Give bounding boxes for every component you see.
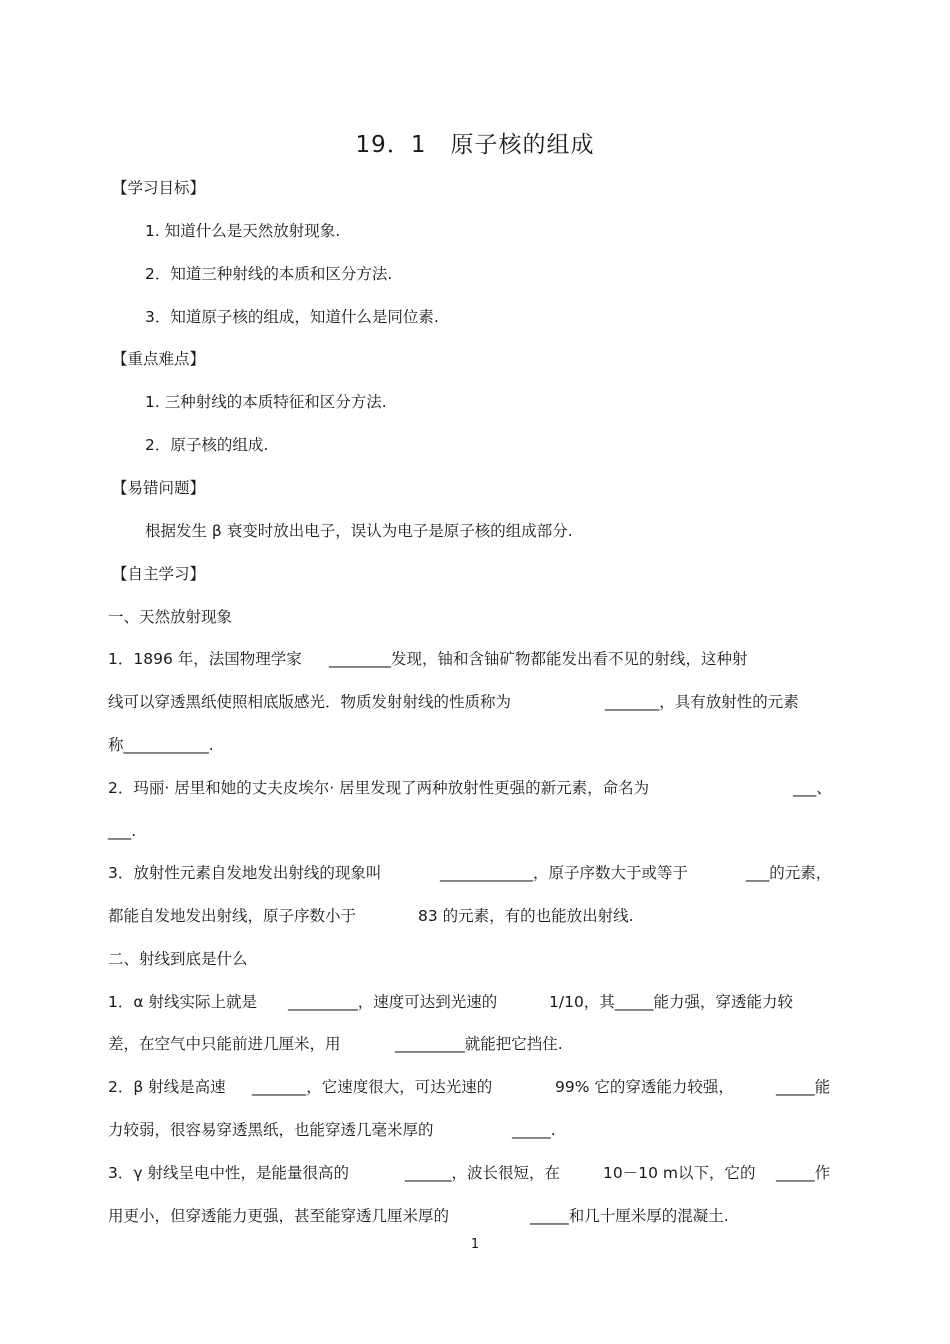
key-point-item: 1. 三种射线的本质特征和区分方法. [145,393,387,411]
alpha-text: 差，在空气中只能前进几厘米，用 [108,1035,341,1053]
alpha-text: _________就能把它挡住. [395,1035,563,1053]
beta-text: _______，它速度很大，可达光速的 [252,1078,493,1096]
alpha-text: 1/10，其_____能力强，穿透能力较 [549,993,794,1011]
q3-text: 3．放射性元素自发地发出射线的现象叫 [108,864,382,882]
section-heading-key: 【重点难点】 [112,350,206,368]
beta-text: _____能 [776,1078,831,1096]
q2-text: ___、 [793,779,832,797]
q3-text: ____________，原子序数大于或等于 [440,864,689,882]
q3-text: ___的元素， [746,864,832,882]
page-number: 1 [470,1237,480,1252]
gamma-text: ______，波长很短，在 [405,1164,561,1182]
key-point-item: 2．原子核的组成. [145,436,269,454]
q1-text: ________发现，铀和含铀矿物都能发出看不见的射线，这种射 [329,650,748,668]
gamma-text: _____和几十厘米厚的混凝土. [530,1207,729,1225]
section-heading-errors: 【易错问题】 [112,479,206,497]
gamma-text: 3．γ 射线呈电中性，是能量很高的 [108,1164,349,1182]
gamma-text: 10－10 m以下，它的 [603,1164,756,1182]
goal-item: 2．知道三种射线的本质和区分方法. [145,265,393,283]
q2-text: 2．玛丽· 居里和她的丈夫皮埃尔· 居里发现了两种放射性更强的新元素，命名为 [108,779,650,797]
beta-text: 力较弱，很容易穿透黑纸，也能穿透几毫米厚的 [108,1121,434,1139]
part2-heading: 二、射线到底是什么 [108,950,248,968]
q3-text: 都能自发地发出射线，原子序数小于 [108,907,357,925]
gamma-text: 用更小，但穿透能力更强，甚至能穿透几厘米厚的 [108,1207,450,1225]
goal-item: 1. 知道什么是天然放射现象. [145,222,341,240]
gamma-text: _____作 [776,1164,831,1182]
goal-item: 3．知道原子核的组成，知道什么是同位素. [145,308,439,326]
section-heading-goals: 【学习目标】 [112,179,206,197]
beta-text: 2．β 射线是高速 [108,1078,226,1096]
q1-text: _______，具有放射性的元素 [605,693,799,711]
alpha-text: _________，速度可达到光速的 [288,993,498,1011]
alpha-text: 1．α 射线实际上就是 [108,993,258,1011]
part1-heading: 一、天然放射现象 [108,608,233,626]
beta-text: _____. [512,1121,556,1139]
section-heading-self-study: 【自主学习】 [112,565,206,583]
q1-text: 线可以穿透黑纸使照相底版感光．物质发射射线的性质称为 [108,693,512,711]
beta-text: 99% 它的穿透能力较强， [555,1078,734,1096]
q1-text: 称___________. [108,736,214,754]
q2-text: ___. [108,822,137,840]
page-title: 19．1 原子核的组成 [355,132,595,158]
q1-text: 1．1896 年，法国物理学家 [108,650,302,668]
q3-text: 83 的元素，有的也能放出射线. [418,907,634,925]
error-text: 根据发生 β 衰变时放出电子，误认为电子是原子核的组成部分. [145,522,573,540]
